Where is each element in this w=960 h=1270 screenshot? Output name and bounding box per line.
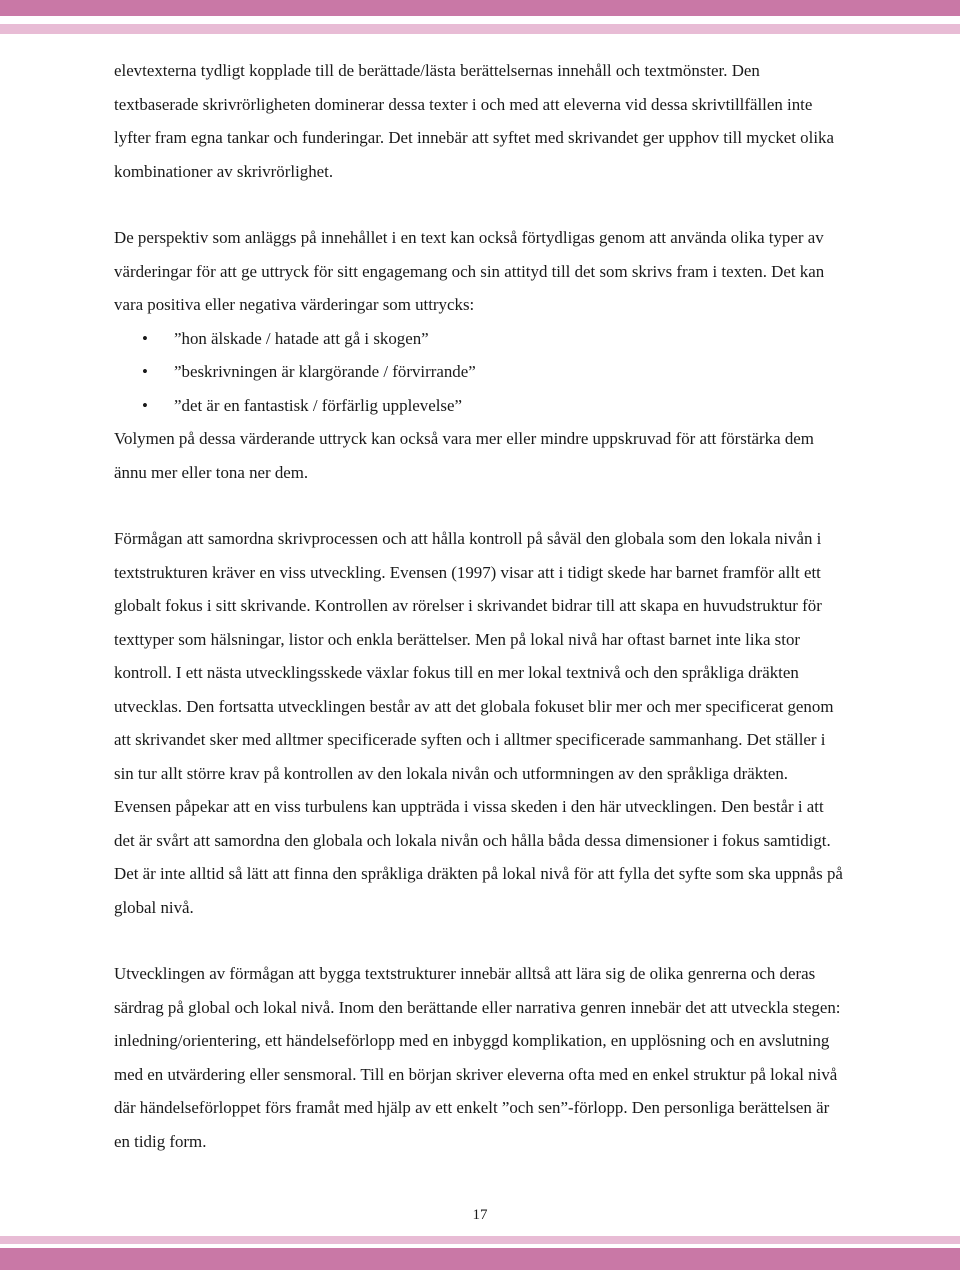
document-body	[114, 54, 844, 1158]
bullet-item: • ”hon älskade / hatade att gå i skogen”	[114, 322, 844, 356]
top-decorative-band-light	[0, 24, 960, 34]
paragraph-3: Förmågan att samordna skrivprocessen och att hålla kontroll på såväl den globala som den lokala nivån i textstrukturen kräver en viss utveckling. Evensen (1997) visar att i tidigt skede har barnet framför allt ett globalt fokus i sitt skrivande. Kontrollen av rörelser i skrivandet bidrar till att skapa en huvudstruktur för texttyper som hälsningar, listor och enkla berättelser. Men på lokal nivå har oftast barnet inte lika stor kontroll. I ett nästa utvecklingsskede växlar fokus till en mer lokal textnivå och den språkliga dräkten utvecklas. Den fortsatta utvecklingen består av att det globala fokuset blir mer och mer specificerat genom att skrivandet sker med alltmer specificerade syften och i alltmer specificerade sammanhang. Det ställer i sin tur allt större krav på kontrollen av den lokala nivån och utformningen av den språkliga dräkten. Evensen påpekar att en viss turbulens kan uppträda i vissa skeden i den här utvecklingen. Den består i att det är svårt att samordna den globala och lokala nivån och hålla båda dessa dimensioner i fokus samtidigt. Det är inte alltid så lätt att finna den språkliga dräkten på lokal nivå för att fylla det syfte som ska uppnås på global nivå.	[114, 529, 843, 917]
example-bullet-list	[114, 322, 844, 423]
top-decorative-band-dark	[0, 0, 960, 16]
paragraph-4: Utvecklingen av förmågan att bygga textstrukturer innebär alltså att lära sig de olika genrerna och deras särdrag på global och lokal nivå. Inom den berättande eller narrativa genren innebär det att utveckla stegen: inledning/orientering, ett händelseförlopp med en inbyggd komplikation, en upplösning och en avslutning med en utvärdering eller sensmoral. Till en början skriver eleverna ofta med en enkel struktur på lokal nivå där händelseförloppet förs framåt med hjälp av ett enkelt ”och sen”-förlopp. Den personliga berättelsen är en tidig form.	[114, 964, 841, 1151]
page-number: 17	[472, 1207, 488, 1223]
bottom-decorative-band-light	[0, 1236, 960, 1244]
paragraph-gap	[114, 188, 844, 221]
bullet-item: • ”det är en fantastisk / förfärlig upplevelse”	[114, 389, 844, 423]
paragraph-gap	[114, 924, 844, 957]
paragraph-2-outro: Volymen på dessa värderande uttryck kan också vara mer eller mindre uppskruvad för att förstärka dem ännu mer eller tona ner dem.	[114, 429, 814, 482]
bottom-decorative-band-dark	[0, 1248, 960, 1270]
bullet-item: • ”beskrivningen är klargörande / förvirrande”	[114, 355, 844, 389]
paragraph-gap	[114, 489, 844, 522]
paragraph-2-intro: De perspektiv som anläggs på innehållet i en text kan också förtydligas genom att använda olika typer av värderingar för att ge uttryck för sitt engagemang och sin attityd till det som skrivs fram i texten. Det kan vara positiva eller negativa värderingar som uttrycks:	[114, 228, 825, 314]
paragraph-1: elevtexterna tydligt kopplade till de berättade/lästa berättelsernas innehåll och textmönster. Den textbaserade skrivrörligheten dominerar dessa texter i och med att eleverna vid dessa skrivtillfällen inte lyfter fram egna tankar och funderingar. Det innebär att syftet med skrivandet ger upphov till mycket olika kombinationer av skrivrörlighet.	[114, 61, 834, 181]
